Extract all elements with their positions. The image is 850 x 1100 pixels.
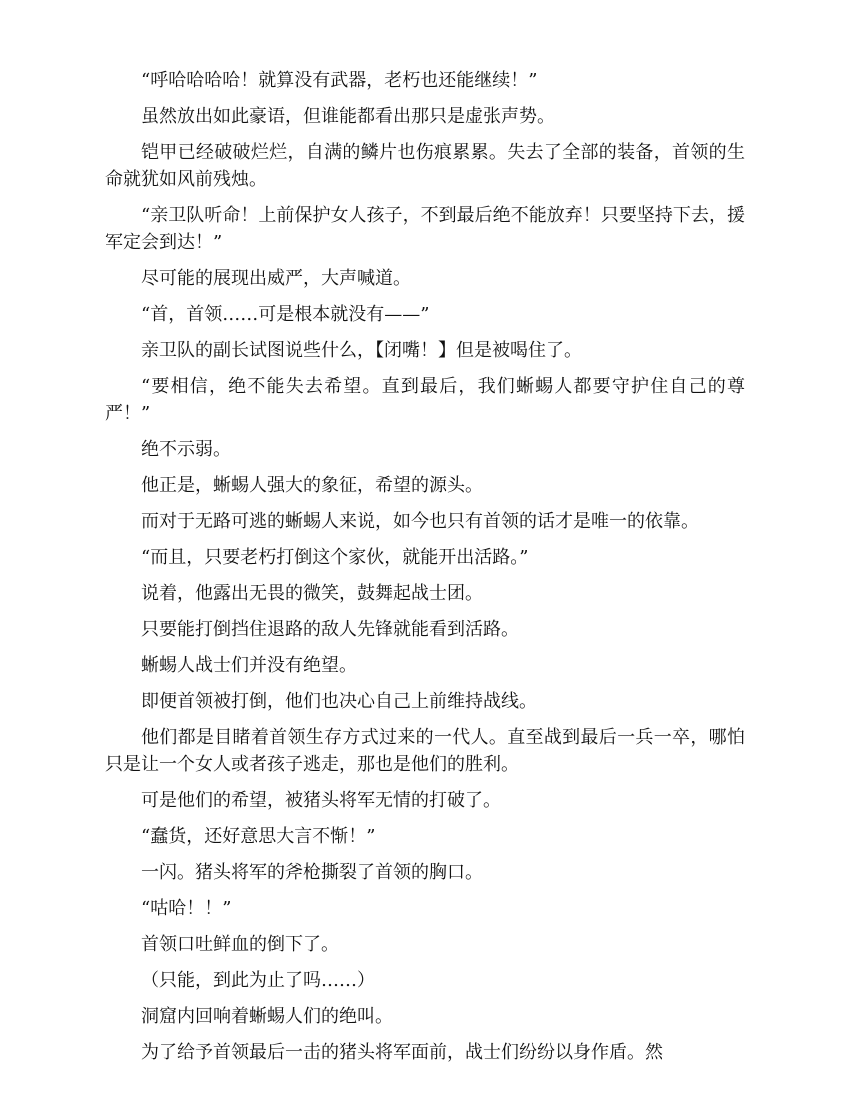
paragraph: 说着，他露出无畏的微笑，鼓舞起战士团。 [141,583,483,604]
paragraph: 铠甲已经破破烂烂，自满的鳞片也伤痕累累。失去了全部的装备，首领的生命就犹如风前残烛。 [105,142,745,190]
paragraph: 首领口吐鲜血的倒下了。 [141,934,339,955]
paragraph: “蠢货，还好意思大言不惭！” [141,826,376,847]
paragraph: （只能，到此为止了吗……） [141,970,375,991]
paragraph: “咕哈！！” [141,898,232,919]
paragraph: 蜥蜴人战士们并没有绝望。 [141,655,357,676]
paragraph: 洞窟内回响着蜥蜴人们的绝叫。 [141,1006,393,1027]
paragraph: 一闪。猪头将军的斧枪撕裂了首领的胸口。 [141,862,483,883]
paragraph: 绝不示弱。 [141,439,231,460]
paragraph: 他们都是目睹着首领生存方式过来的一代人。直至战到最后一兵一卒，哪怕只是让一个女人或者孩子逃走，那也是他们的胜利。 [105,727,745,775]
paragraph: 即便首领被打倒，他们也决心自己上前维持战线。 [141,691,537,712]
paragraph: “首，首领……可是根本就没有——” [141,304,430,325]
paragraph: 他正是，蜥蜴人强大的象征，希望的源头。 [141,475,483,496]
paragraph: 而对于无路可逃的蜥蜴人来说，如今也只有首领的话才是唯一的依靠。 [141,511,699,532]
text-body [105,67,745,1075]
paragraph: “要相信，绝不能失去希望。直到最后，我们蜥蜴人都要守护住自己的尊严！” [105,376,745,424]
paragraph: 尽可能的展现出威严，大声喊道。 [141,268,411,289]
paragraph: “而且，只要老朽打倒这个家伙，就能开出活路。” [141,547,529,568]
paragraph: 只要能打倒挡住退路的敌人先锋就能看到活路。 [141,619,519,640]
paragraph: “呼哈哈哈哈！就算没有武器，老朽也还能继续！” [141,70,538,91]
paragraph: 可是他们的希望，被猪头将军无情的打破了。 [141,790,501,811]
paragraph: 虽然放出如此豪语，但谁能都看出那只是虚张声势。 [141,106,555,127]
paragraph: 亲卫队的副长试图说些什么，【闭嘴！】但是被喝住了。 [141,340,582,361]
paragraph: 为了给予首领最后一击的猪头将军面前，战士们纷纷以身作盾。然 [141,1042,663,1063]
paragraph: “亲卫队听命！上前保护女人孩子，不到最后绝不能放弃！只要坚持下去，援军定会到达！” [105,205,745,253]
